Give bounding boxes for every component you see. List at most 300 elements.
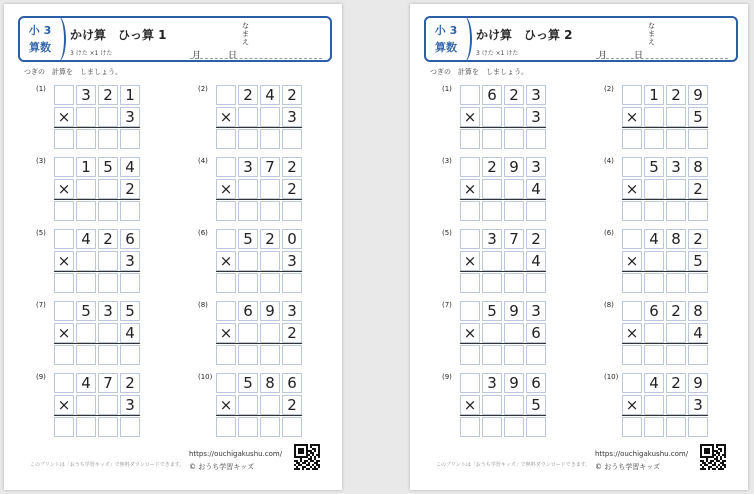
empty-cell xyxy=(76,323,96,343)
empty-cell xyxy=(460,301,480,321)
grade-divider xyxy=(456,16,472,62)
empty-cell xyxy=(504,395,524,415)
instruction-text: つぎの 計算を しましょう。 xyxy=(24,68,122,76)
empty-cell xyxy=(98,107,118,127)
multiplicand-digit: 8 xyxy=(260,373,280,393)
multiplicand-digit: 9 xyxy=(688,373,708,393)
multiplicand-digit: 2 xyxy=(526,229,546,249)
answer-cell[interactable] xyxy=(216,345,236,365)
answer-cell[interactable] xyxy=(460,273,480,293)
times-sign: × xyxy=(460,395,480,415)
empty-cell xyxy=(98,395,118,415)
empty-cell xyxy=(504,323,524,343)
answer-cell[interactable] xyxy=(98,345,118,365)
answer-rule xyxy=(216,415,302,416)
answer-rule xyxy=(460,343,546,344)
multiplicand-digit: 4 xyxy=(76,373,96,393)
answer-cell[interactable] xyxy=(460,417,480,437)
multiplier-digit: 3 xyxy=(282,251,302,271)
empty-cell xyxy=(260,179,280,199)
answer-cell[interactable] xyxy=(54,273,74,293)
multiplicand-digit: 4 xyxy=(76,229,96,249)
answer-grid xyxy=(622,373,708,437)
multiplicand-digit: 6 xyxy=(644,301,664,321)
multiplier-digit: 4 xyxy=(526,251,546,271)
times-sign: × xyxy=(460,251,480,271)
multiplicand-digit: 2 xyxy=(482,157,502,177)
answer-rule xyxy=(460,199,546,200)
empty-cell xyxy=(460,229,480,249)
answer-cell[interactable] xyxy=(238,201,258,221)
empty-cell xyxy=(54,157,74,177)
name-field[interactable] xyxy=(190,58,322,59)
problem-number: (7) xyxy=(36,301,46,309)
answer-grid xyxy=(216,157,302,221)
empty-cell xyxy=(460,373,480,393)
answer-rule xyxy=(622,271,708,272)
answer-cell[interactable] xyxy=(282,417,302,437)
answer-rule xyxy=(216,271,302,272)
answer-cell[interactable] xyxy=(98,129,118,149)
worksheet-title: かけ算 ひっ算 2 xyxy=(476,28,573,42)
empty-cell xyxy=(644,395,664,415)
answer-rule xyxy=(54,343,140,344)
empty-cell xyxy=(260,395,280,415)
multiplier-digit: 3 xyxy=(120,395,140,415)
answer-grid xyxy=(622,229,708,293)
footer-copyright: © おうち学習キッズ xyxy=(595,463,661,471)
answer-grid xyxy=(460,373,546,437)
multiplier-digit: 5 xyxy=(688,251,708,271)
multiplicand-digit: 2 xyxy=(238,85,258,105)
empty-cell xyxy=(54,373,74,393)
answer-cell[interactable] xyxy=(666,201,686,221)
answer-cell[interactable] xyxy=(98,417,118,437)
problem-6 xyxy=(198,229,348,293)
answer-cell[interactable] xyxy=(120,345,140,365)
answer-rule xyxy=(460,271,546,272)
empty-cell xyxy=(666,251,686,271)
answer-cell[interactable] xyxy=(260,273,280,293)
worksheet-header xyxy=(424,16,738,62)
answer-rule xyxy=(622,127,708,128)
problem-number: (3) xyxy=(36,157,46,165)
times-sign: × xyxy=(460,179,480,199)
empty-cell xyxy=(460,157,480,177)
problem-7 xyxy=(36,301,186,365)
answer-cell[interactable] xyxy=(120,129,140,149)
multiplicand-digit: 5 xyxy=(238,229,258,249)
multiplicand-digit: 8 xyxy=(688,157,708,177)
empty-cell xyxy=(504,251,524,271)
answer-cell[interactable] xyxy=(120,273,140,293)
qr-code-icon[interactable] xyxy=(294,444,320,470)
multiplier-digit: 2 xyxy=(688,179,708,199)
answer-cell[interactable] xyxy=(260,129,280,149)
times-sign: × xyxy=(460,323,480,343)
times-sign: × xyxy=(54,323,74,343)
empty-cell xyxy=(644,251,664,271)
multiplicand-digit: 1 xyxy=(120,85,140,105)
answer-cell[interactable] xyxy=(120,417,140,437)
answer-cell[interactable] xyxy=(238,273,258,293)
answer-cell[interactable] xyxy=(216,201,236,221)
answer-cell[interactable] xyxy=(688,201,708,221)
multiplicand-digit: 8 xyxy=(688,301,708,321)
answer-cell[interactable] xyxy=(54,129,74,149)
empty-cell xyxy=(482,395,502,415)
answer-rule xyxy=(216,127,302,128)
worksheet-subtitle: 3 けた ×1 けた xyxy=(476,50,519,57)
subject-label: 算数 xyxy=(435,41,457,54)
answer-grid xyxy=(216,85,302,149)
empty-cell xyxy=(666,179,686,199)
answer-cell[interactable] xyxy=(260,417,280,437)
answer-cell[interactable] xyxy=(482,417,502,437)
footer-url[interactable]: https://ouchigakushu.com/ xyxy=(595,450,689,458)
multiplier-digit: 2 xyxy=(282,323,302,343)
name-label: なまえ xyxy=(242,22,249,46)
answer-cell[interactable] xyxy=(622,345,642,365)
empty-cell xyxy=(666,107,686,127)
problem-2 xyxy=(604,85,754,149)
answer-cell[interactable] xyxy=(460,345,480,365)
problem-number: (3) xyxy=(442,157,452,165)
empty-cell xyxy=(482,323,502,343)
problem-number: (2) xyxy=(198,85,208,93)
multiplicand-digit: 9 xyxy=(688,85,708,105)
worksheet-title: かけ算 ひっ算 1 xyxy=(70,28,167,42)
answer-rule xyxy=(622,199,708,200)
answer-grid xyxy=(622,301,708,365)
answer-grid xyxy=(460,85,546,149)
name-field[interactable] xyxy=(596,58,728,59)
problem-number: (8) xyxy=(604,301,614,309)
empty-cell xyxy=(238,323,258,343)
answer-cell[interactable] xyxy=(622,201,642,221)
problem-number: (9) xyxy=(36,373,46,381)
answer-rule xyxy=(54,127,140,128)
answer-cell[interactable] xyxy=(504,273,524,293)
multiplier-digit: 5 xyxy=(688,107,708,127)
multiplicand-digit: 3 xyxy=(76,85,96,105)
times-sign: × xyxy=(216,107,236,127)
answer-cell[interactable] xyxy=(666,273,686,293)
answer-cell[interactable] xyxy=(482,345,502,365)
answer-cell[interactable] xyxy=(688,417,708,437)
times-sign: × xyxy=(622,179,642,199)
grade-level: 小 3 xyxy=(28,24,52,37)
times-sign: × xyxy=(216,179,236,199)
footer-note: このプリントは「おうち学習キッズ」で無料ダウンロードできます。 xyxy=(436,462,591,468)
answer-cell[interactable] xyxy=(504,345,524,365)
empty-cell xyxy=(482,107,502,127)
answer-cell[interactable] xyxy=(688,273,708,293)
problem-6 xyxy=(604,229,754,293)
multiplier-digit: 2 xyxy=(282,179,302,199)
multiplicand-digit: 2 xyxy=(688,229,708,249)
worksheet-1 xyxy=(4,4,342,490)
answer-cell[interactable] xyxy=(76,345,96,365)
answer-grid xyxy=(216,373,302,437)
empty-cell xyxy=(644,323,664,343)
multiplicand-digit: 4 xyxy=(644,229,664,249)
times-sign: × xyxy=(622,107,642,127)
problem-9 xyxy=(36,373,186,437)
multiplicand-digit: 5 xyxy=(98,157,118,177)
empty-cell xyxy=(54,301,74,321)
answer-rule xyxy=(216,199,302,200)
multiplicand-digit: 9 xyxy=(504,373,524,393)
multiplicand-digit: 2 xyxy=(666,301,686,321)
empty-cell xyxy=(460,85,480,105)
empty-cell xyxy=(216,301,236,321)
answer-cell[interactable] xyxy=(282,273,302,293)
multiplicand-digit: 6 xyxy=(120,229,140,249)
answer-grid xyxy=(622,157,708,221)
empty-cell xyxy=(76,251,96,271)
answer-cell[interactable] xyxy=(98,273,118,293)
answer-cell[interactable] xyxy=(54,345,74,365)
worksheet-subtitle: 3 けた ×1 けた xyxy=(70,50,113,57)
worksheet-header xyxy=(18,16,332,62)
multiplicand-digit: 3 xyxy=(526,301,546,321)
times-sign: × xyxy=(216,323,236,343)
answer-grid xyxy=(460,301,546,365)
answer-cell[interactable] xyxy=(260,345,280,365)
multiplicand-digit: 5 xyxy=(120,301,140,321)
problem-number: (2) xyxy=(604,85,614,93)
empty-cell xyxy=(260,107,280,127)
answer-cell[interactable] xyxy=(504,417,524,437)
problem-10 xyxy=(198,373,348,437)
answer-cell[interactable] xyxy=(504,129,524,149)
problem-number: (1) xyxy=(36,85,46,93)
multiplier-digit: 4 xyxy=(526,179,546,199)
multiplicand-digit: 3 xyxy=(282,301,302,321)
answer-rule xyxy=(622,415,708,416)
multiplier-digit: 2 xyxy=(282,395,302,415)
multiplicand-digit: 2 xyxy=(666,85,686,105)
footer-copyright: © おうち学習キッズ xyxy=(189,463,255,471)
answer-cell[interactable] xyxy=(526,201,546,221)
problem-8 xyxy=(198,301,348,365)
answer-cell[interactable] xyxy=(460,129,480,149)
problem-number: (1) xyxy=(442,85,452,93)
multiplicand-digit: 9 xyxy=(504,157,524,177)
multiplicand-digit: 0 xyxy=(282,229,302,249)
answer-cell[interactable] xyxy=(526,417,546,437)
answer-cell[interactable] xyxy=(666,345,686,365)
times-sign: × xyxy=(622,395,642,415)
problem-number: (6) xyxy=(604,229,614,237)
qr-code-icon[interactable] xyxy=(700,444,726,470)
answer-cell[interactable] xyxy=(238,129,258,149)
multiplicand-digit: 5 xyxy=(76,301,96,321)
empty-cell xyxy=(622,373,642,393)
problem-2 xyxy=(198,85,348,149)
answer-cell[interactable] xyxy=(76,129,96,149)
answer-cell[interactable] xyxy=(120,201,140,221)
answer-grid xyxy=(622,85,708,149)
empty-cell xyxy=(216,373,236,393)
answer-cell[interactable] xyxy=(260,201,280,221)
multiplicand-digit: 2 xyxy=(666,373,686,393)
empty-cell xyxy=(238,179,258,199)
answer-cell[interactable] xyxy=(76,417,96,437)
answer-cell[interactable] xyxy=(688,345,708,365)
multiplicand-digit: 7 xyxy=(260,157,280,177)
answer-cell[interactable] xyxy=(482,129,502,149)
empty-cell xyxy=(504,107,524,127)
problem-3 xyxy=(36,157,186,221)
answer-cell[interactable] xyxy=(622,273,642,293)
multiplier-digit: 3 xyxy=(526,107,546,127)
empty-cell xyxy=(54,229,74,249)
multiplicand-digit: 1 xyxy=(76,157,96,177)
answer-cell[interactable] xyxy=(98,201,118,221)
empty-cell xyxy=(216,229,236,249)
answer-cell[interactable] xyxy=(482,273,502,293)
problem-4 xyxy=(198,157,348,221)
answer-cell[interactable] xyxy=(666,417,686,437)
empty-cell xyxy=(482,251,502,271)
problem-1 xyxy=(36,85,186,149)
problem-8 xyxy=(604,301,754,365)
empty-cell xyxy=(216,157,236,177)
answer-cell[interactable] xyxy=(526,273,546,293)
answer-cell[interactable] xyxy=(54,201,74,221)
multiplicand-digit: 1 xyxy=(644,85,664,105)
multiplicand-digit: 2 xyxy=(120,373,140,393)
times-sign: × xyxy=(622,323,642,343)
answer-rule xyxy=(460,415,546,416)
answer-cell[interactable] xyxy=(644,201,664,221)
multiplicand-digit: 2 xyxy=(98,229,118,249)
times-sign: × xyxy=(54,395,74,415)
footer-url[interactable]: https://ouchigakushu.com/ xyxy=(189,450,283,458)
multiplicand-digit: 2 xyxy=(282,85,302,105)
answer-cell[interactable] xyxy=(622,417,642,437)
multiplicand-digit: 7 xyxy=(504,229,524,249)
empty-cell xyxy=(622,157,642,177)
multiplicand-digit: 3 xyxy=(666,157,686,177)
multiplicand-digit: 3 xyxy=(238,157,258,177)
multiplicand-digit: 2 xyxy=(98,85,118,105)
multiplier-digit: 4 xyxy=(688,323,708,343)
answer-grid xyxy=(54,85,140,149)
answer-cell[interactable] xyxy=(282,345,302,365)
multiplicand-digit: 6 xyxy=(238,301,258,321)
problem-number: (4) xyxy=(604,157,614,165)
times-sign: × xyxy=(216,251,236,271)
answer-cell[interactable] xyxy=(644,273,664,293)
answer-cell[interactable] xyxy=(238,417,258,437)
empty-cell xyxy=(238,107,258,127)
answer-grid xyxy=(54,373,140,437)
answer-cell[interactable] xyxy=(460,201,480,221)
answer-cell[interactable] xyxy=(282,129,302,149)
answer-rule xyxy=(54,415,140,416)
answer-grid xyxy=(54,157,140,221)
multiplier-digit: 3 xyxy=(282,107,302,127)
multiplier-digit: 3 xyxy=(120,251,140,271)
answer-cell[interactable] xyxy=(76,273,96,293)
problem-5 xyxy=(442,229,592,293)
empty-cell xyxy=(76,107,96,127)
multiplicand-digit: 2 xyxy=(504,85,524,105)
empty-cell xyxy=(644,107,664,127)
answer-grid xyxy=(54,229,140,293)
problem-10 xyxy=(604,373,754,437)
multiplicand-digit: 9 xyxy=(260,301,280,321)
empty-cell xyxy=(622,229,642,249)
answer-cell[interactable] xyxy=(666,129,686,149)
answer-cell[interactable] xyxy=(216,129,236,149)
multiplicand-digit: 4 xyxy=(644,373,664,393)
answer-cell[interactable] xyxy=(526,345,546,365)
problem-3 xyxy=(442,157,592,221)
empty-cell xyxy=(98,179,118,199)
answer-cell[interactable] xyxy=(76,201,96,221)
multiplicand-digit: 8 xyxy=(666,229,686,249)
multiplier-digit: 6 xyxy=(526,323,546,343)
empty-cell xyxy=(216,85,236,105)
problem-number: (10) xyxy=(198,373,213,381)
empty-cell xyxy=(260,323,280,343)
problem-7 xyxy=(442,301,592,365)
empty-cell xyxy=(666,395,686,415)
multiplicand-digit: 6 xyxy=(282,373,302,393)
date-field[interactable]: 月 日 xyxy=(598,51,644,61)
answer-rule xyxy=(460,127,546,128)
multiplicand-digit: 4 xyxy=(260,85,280,105)
empty-cell xyxy=(666,323,686,343)
answer-rule xyxy=(54,271,140,272)
multiplier-digit: 4 xyxy=(120,323,140,343)
problem-number: (4) xyxy=(198,157,208,165)
multiplicand-digit: 7 xyxy=(98,373,118,393)
empty-cell xyxy=(238,251,258,271)
problem-number: (6) xyxy=(198,229,208,237)
answer-cell[interactable] xyxy=(622,129,642,149)
answer-grid xyxy=(460,229,546,293)
answer-cell[interactable] xyxy=(644,417,664,437)
answer-cell[interactable] xyxy=(238,345,258,365)
problem-number: (5) xyxy=(442,229,452,237)
empty-cell xyxy=(54,85,74,105)
answer-cell[interactable] xyxy=(688,129,708,149)
answer-cell[interactable] xyxy=(216,417,236,437)
grade-level: 小 3 xyxy=(434,24,458,37)
footer-note: このプリントは「おうち学習キッズ」で無料ダウンロードできます。 xyxy=(30,462,185,468)
empty-cell xyxy=(76,179,96,199)
answer-cell[interactable] xyxy=(216,273,236,293)
answer-cell[interactable] xyxy=(54,417,74,437)
empty-cell xyxy=(622,85,642,105)
answer-cell[interactable] xyxy=(644,129,664,149)
multiplicand-digit: 5 xyxy=(482,301,502,321)
answer-cell[interactable] xyxy=(644,345,664,365)
times-sign: × xyxy=(54,107,74,127)
answer-cell[interactable] xyxy=(482,201,502,221)
answer-cell[interactable] xyxy=(282,201,302,221)
multiplicand-digit: 3 xyxy=(482,229,502,249)
multiplicand-digit: 5 xyxy=(644,157,664,177)
answer-cell[interactable] xyxy=(526,129,546,149)
answer-cell[interactable] xyxy=(504,201,524,221)
date-field[interactable]: 月 日 xyxy=(192,51,238,61)
